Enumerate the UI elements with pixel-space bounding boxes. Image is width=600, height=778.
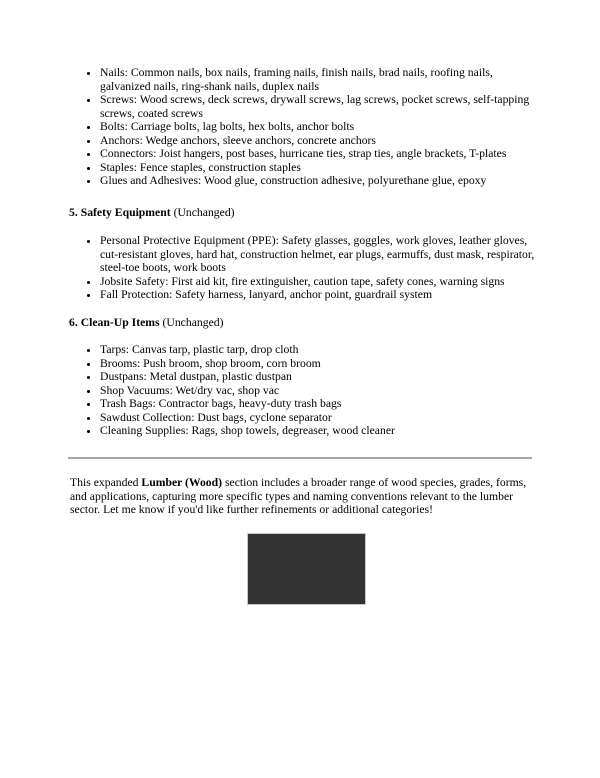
list-item: • Dustpans: Metal dustpan, plastic dustpan [100,370,540,384]
list-item: • Tarps: Canvas tarp, plastic tarp, drop cloth [100,343,540,357]
media-placeholder-block [247,533,366,605]
list-item: • Jobsite Safety: First aid kit, fire extinguisher, caution tape, safety cones, warning signs [100,275,540,289]
section-heading-clean-up-items [69,316,224,330]
list-item: • Fall Protection: Safety harness, lanyard, anchor point, guardrail system [100,288,540,302]
list-item: • Staples: Fence staples, construction staples [100,161,540,175]
list-item: • Cleaning Supplies: Rags, shop towels, degreaser, wood cleaner [100,424,540,438]
hardware-fasteners-list [70,66,540,188]
list-item: • Brooms: Push broom, shop broom, corn broom [100,357,540,371]
list-item: • Connectors: Joist hangers, post bases, hurricane ties, strap ties, angle brackets, T-plates [100,147,540,161]
lumber-wood-bold-text: Lumber (Wood) [141,476,223,489]
clean-up-items-list [70,343,540,438]
closing-text-after: section includes a broader range of wood species, grades, forms, and applications, capturing more specific types and naming conventions relevant to the lumber sector. Let me know if you'd like further refinements or additional categories! [70,476,527,516]
closing-paragraph [70,476,532,517]
heading-unchanged-note: (Unchanged) [170,206,235,219]
heading-unchanged-note: (Unchanged) [159,316,224,329]
safety-equipment-list [70,234,540,302]
horizontal-divider [68,457,532,459]
list-item: • Glues and Adhesives: Wood glue, construction adhesive, polyurethane glue, epoxy [100,174,540,188]
list-item: • Shop Vacuums: Wet/dry vac, shop vac [100,384,540,398]
list-item: • Personal Protective Equipment (PPE): Safety glasses, goggles, work gloves, leather gloves, cut-resistant gloves, hard hat, construction helmet, ear plugs, earmuffs, dust mask, respirator, steel-toe boots, work boots [100,234,540,275]
closing-text-before: This expanded [70,476,142,489]
list-item: • Nails: Common nails, box nails, framing nails, finish nails, brad nails, roofing nails, galvanized nails, ring-shank nails, duplex nails [100,66,540,93]
section-heading-safety-equipment [69,206,235,220]
heading-number-title: 6. Clean-Up Items [69,316,160,329]
list-item: • Trash Bags: Contractor bags, heavy-duty trash bags [100,397,540,411]
list-item: • Bolts: Carriage bolts, lag bolts, hex bolts, anchor bolts [100,120,540,134]
heading-number-title: 5. Safety Equipment [69,206,171,219]
list-item: • Screws: Wood screws, deck screws, drywall screws, lag screws, pocket screws, self-tapping screws, coated screws [100,93,540,120]
list-item: • Sawdust Collection: Dust bags, cyclone separator [100,411,540,425]
list-item: • Anchors: Wedge anchors, sleeve anchors, concrete anchors [100,134,540,148]
